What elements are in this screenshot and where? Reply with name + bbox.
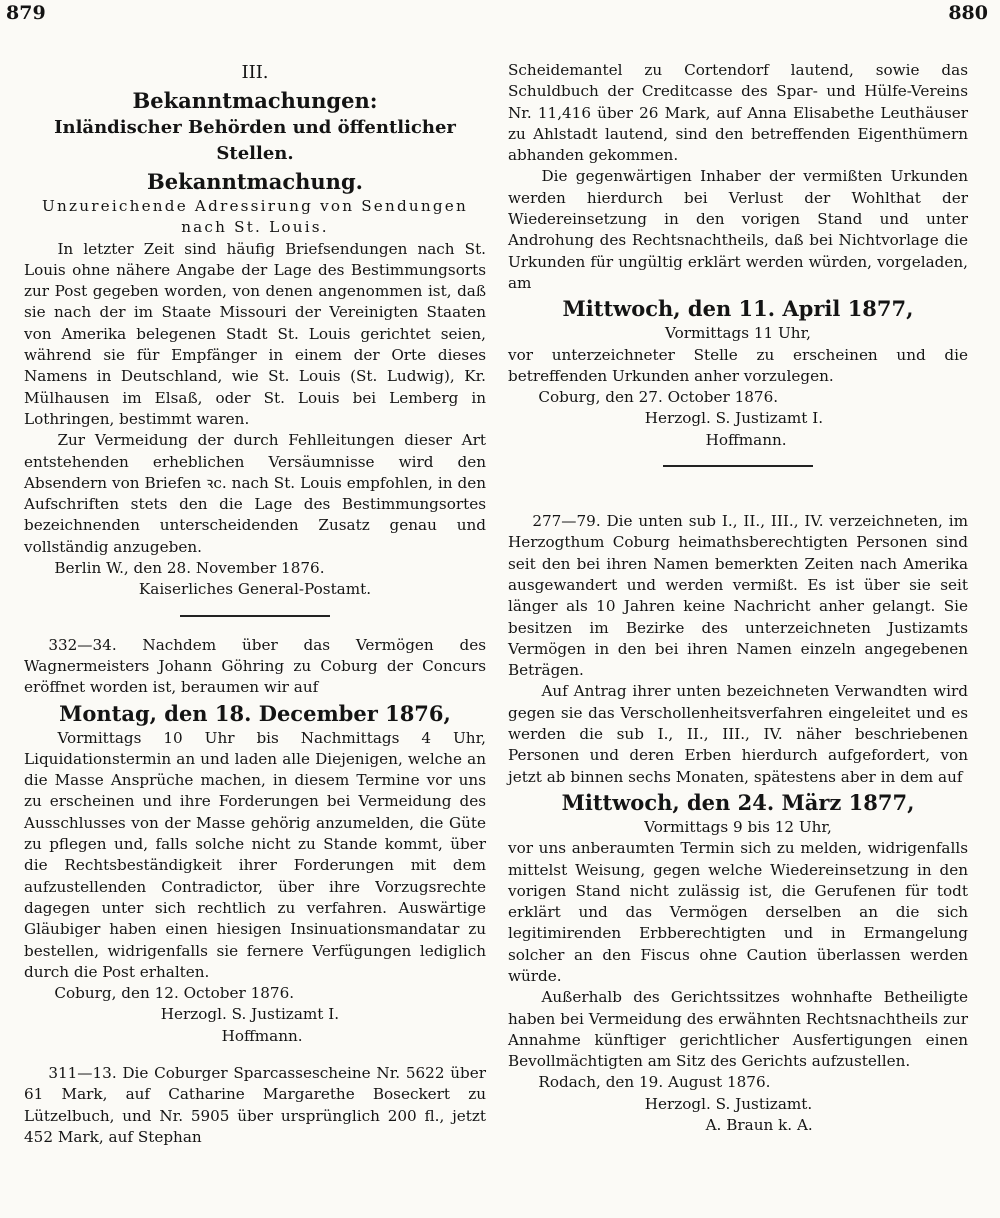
signature-name: Hoffmann.	[705, 430, 787, 449]
notice-paragraph: Scheidemantel zu Cortendorf lautend, sowie das Schuldbuch der Creditcasse des Spar- und Hülfe-Vereins Nr. 11,416 über 26 Mark, auf Anna Elisabethe Leuthäuser zu Ahlstadt lautend, sind den betreffenden Eigenthümern abhanden gekommen.	[508, 61, 968, 165]
signature-name: Hoffmann.	[221, 1026, 303, 1045]
place-date: Berlin W., den 28. November 1876.	[54, 559, 325, 578]
notice-paragraph: Außerhalb des Gerichtssitzes wohnhafte Betheiligte haben bei Vermeidung des erwähnten Rechtsnachtheils zur Annahme künftiger gerichtlicher Ausfertigungen einen Bevollmächtigten am Sitz des Gerichts aufzustellen.	[508, 988, 968, 1071]
notice-title: Bekanntmachung.	[147, 169, 363, 194]
section-number: III.	[241, 62, 269, 83]
notice-paragraph: Vormittags 10 Uhr bis Nachmittags 4 Uhr, Liquidationstermin an und laden alle Diejenigen, welche an die Masse Ansprüche machen, in diesem Termine vor uns zu erscheinen und ihre Forderungen bei Vermeidung des Ausschlusses von der Masse gehörig anzumelden, die Güte zu pflegen und, falls solche nicht zu Stande kommt, über die Rechtsbeständigkeit ihrer Forderungen mit dem aufzustellenden Contradictor, über ihre Vorzugsrechte dagegen unter sich rechtlich zu verfahren. Auswärtige Gläubiger haben einen hiesigen Insinuationsmandatar zu bestellen, widrigenfalls sie fernere Verfügungen lediglich durch die Post erhalten.	[24, 728, 486, 981]
page-number-left: 879	[6, 2, 46, 24]
time-line: Vormittags 11 Uhr,	[665, 324, 811, 343]
signature-office: Herzogl. S. Justizamt.	[644, 1094, 813, 1113]
signature-office: Herzogl. S. Justizamt I.	[160, 1005, 340, 1024]
date-heading: Mittwoch, den 24. März 1877,	[561, 789, 915, 815]
divider	[180, 615, 330, 617]
notice-subtitle: nach St. Louis.	[181, 218, 329, 237]
signature: Kaiserliches General-Postamt.	[138, 580, 372, 599]
signature-name: A. Braun k. A.	[705, 1116, 813, 1135]
section-heading: Bekanntmachungen:	[132, 88, 378, 113]
time-line: Vormittags 9 bis 12 Uhr,	[644, 817, 832, 836]
notice-paragraph: 332—34. Nachdem über das Vermögen des Wagnermeisters Johann Göhring zu Coburg der Concurs eröffnet worden ist, beraumen wir auf	[24, 635, 486, 697]
notice-paragraph: 277—79. Die unten sub I., II., III., IV. verzeichneten, im Herzogthum Coburg heimathsberechtigten Personen sind seit den bei ihren Namen bemerkten Zeiten nach Amerika ausgewandert und werden vermißt. Es ist über sie seit länger als 10 Jahren keine Nachricht anher gelangt. Sie besitzen im Bezirke des unterzeichneten Justizamts Vermögen in den bei ihren Namen einzeln angegebenen Beträgen.	[508, 512, 968, 680]
date-heading: Montag, den 18. December 1876,	[59, 700, 451, 726]
page-number-right: 880	[948, 2, 988, 24]
place-date: Coburg, den 12. October 1876.	[54, 984, 295, 1003]
notice-paragraph: Auf Antrag ihrer unten bezeichneten Verwandten wird gegen sie das Verschollenheitsverfahren eingeleitet und es werden die sub I., II., III., IV. näher beschriebenen Personen und deren Erben hierdurch aufgefordert, von jetzt ab binnen sechs Monaten, spätestens aber in dem auf	[508, 682, 968, 786]
signature-office: Herzogl. S. Justizamt I.	[644, 409, 824, 428]
spacer	[24, 1047, 486, 1063]
notice-paragraph: vor unterzeichneter Stelle zu erscheinen und die betreffenden Urkunden anher vorzulegen.	[508, 345, 968, 385]
date-heading: Mittwoch, den 11. April 1877,	[562, 296, 914, 322]
right-column	[508, 60, 968, 1136]
section-subheading: Inländischer Behörden und öffentlicher Stellen.	[54, 117, 456, 164]
notice-paragraph: In letzter Zeit sind häufig Briefsendungen nach St. Louis ohne nähere Angabe der Lage des Bestimmungsorts zur Post gegeben worden, von denen angenommen ist, daß sie nach der im Staate Missouri der Vereinigten Staaten von Amerika belegenen Stadt St. Louis gerichtet seien, während sie für Empfänger in einem der Orte dieses Namens in Deutschland, wie St. Louis (St. Ludwig), Kr. Mülhausen im Elsaß, oder St. Louis bei Lemberg in Lothringen, bestimmt waren.	[24, 239, 486, 428]
place-date: Coburg, den 27. October 1876.	[538, 388, 779, 407]
place-date: Rodach, den 19. August 1876.	[538, 1073, 771, 1092]
notice-paragraph: 311—13. Die Coburger Sparcassescheine Nr. 5622 über 61 Mark, auf Catharine Margarethe Boseckert zu Lützelbuch, und Nr. 5905 über ursprünglich 200 fl., jetzt 452 Mark, auf Stephan	[24, 1063, 486, 1146]
divider	[663, 465, 813, 467]
left-column	[24, 60, 486, 1148]
notice-paragraph: Die gegenwärtigen Inhaber der vermißten Urkunden werden hierdurch bei Verlust der Wohlthat der Wiedereinsetzung in den vorigen Stand und unter Androhung des Rechtsnachtheils, daß bei Nichtvorlage die Urkunden für ungültig erklärt werden würden, vorgeladen, am	[508, 167, 968, 292]
notice-paragraph: Zur Vermeidung der durch Fehlleitungen dieser Art entstehenden erheblichen Versäumnisse wird den Absendern von Briefen ꝛc. nach St. Louis empfohlen, in den Aufschriften stets den die Lage des Bestimmungsortes bezeichnenden unterscheidenden Zusatz genau und vollständig anzugeben.	[24, 431, 486, 556]
notice-paragraph: vor uns anberaumten Termin sich zu melden, widrigenfalls mittelst Weisung, gegen welche Wiedereinsetzung in den vorigen Stand nicht zulässig ist, die Gerufenen für todt erklärt und das Vermögen derselben an die sich legitimirenden Erbberechtigten und in Ermangelung solcher an den Fiscus ohne Caution überlassen werden würde.	[508, 839, 968, 985]
notice-subtitle: Unzureichende Adressirung von Sendungen	[42, 197, 468, 215]
spacer	[508, 485, 968, 511]
